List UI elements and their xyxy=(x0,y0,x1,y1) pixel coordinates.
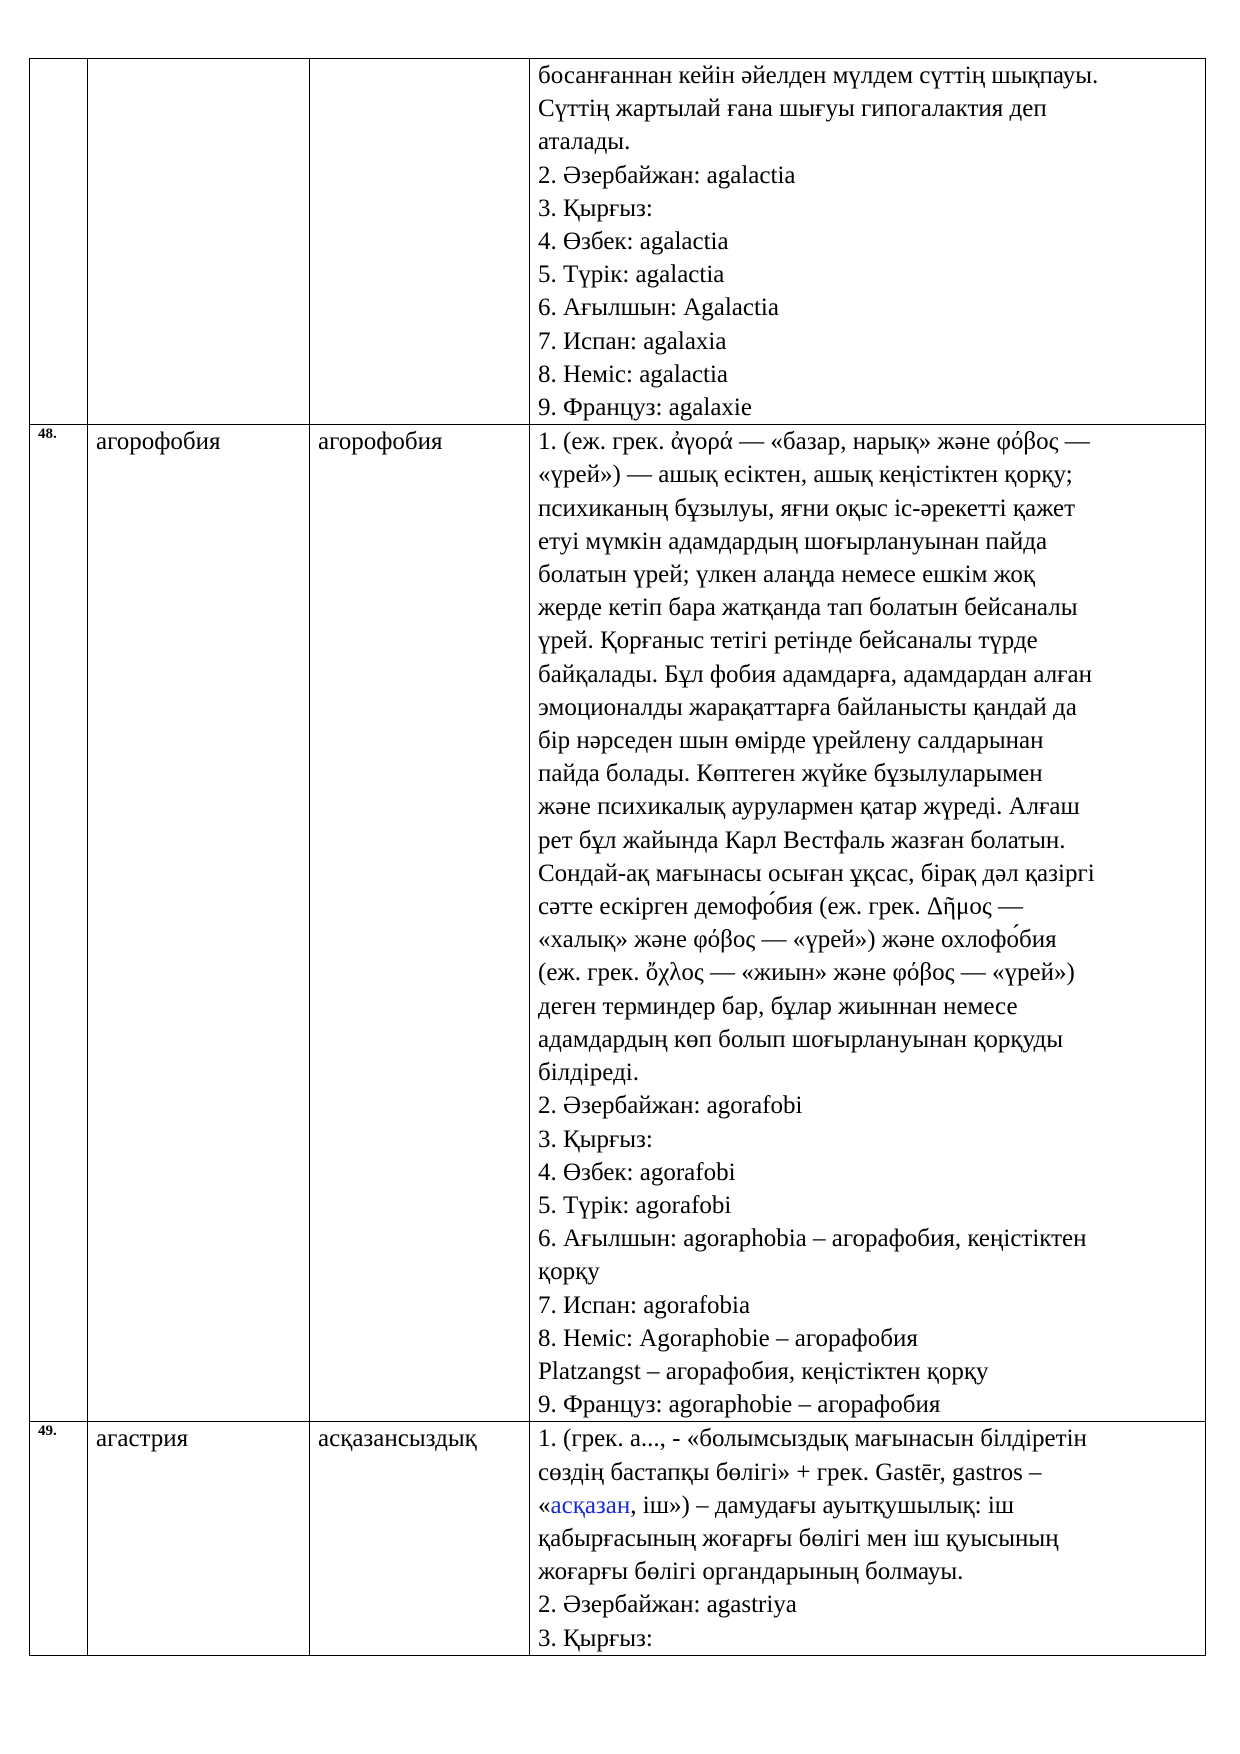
definition-line: 1. (еж. грек. ἀγορά — «базар, нарық» және φόβος — xyxy=(538,428,1090,456)
definition-cell xyxy=(530,59,1206,425)
table-row xyxy=(30,1422,1206,1655)
kazakh-term-cell xyxy=(310,59,530,425)
definition-line: 5. Түрік: agorafobi xyxy=(538,1191,732,1219)
entry-number: 48. xyxy=(38,426,57,443)
definition-line: 5. Түрік: agalactia xyxy=(538,261,725,289)
definition-line: етуі мүмкін адамдардың шоғырлануынан пайда xyxy=(538,527,1048,555)
definition-line: 7. Испан: agalaxia xyxy=(538,327,727,355)
definition-line: адамдардың көп болып шоғырлануынан қорқуды xyxy=(538,1025,1063,1053)
definition-line: болатын үрей; үлкен алаңда немесе ешкім жоқ xyxy=(538,561,1035,589)
definition-line: 9. Француз: agoraphobie – агорафобия xyxy=(538,1391,941,1419)
definition-line: бір нәрседен шын өмірде үрейлену салдарынан xyxy=(538,727,1044,755)
entry-number: 49. xyxy=(38,1423,57,1440)
definition-line: 9. Француз: agalaxie xyxy=(538,394,752,422)
definition-line: 4. Өзбек: agorafobi xyxy=(538,1158,736,1186)
definition-line: жоғарғы бөлігі органдарының болмауы. xyxy=(538,1558,964,1586)
definition-line: (еж. грек. ὄχλος — «жиын» және φόβος — «үрей») xyxy=(538,959,1075,987)
definition-line: қабырғасының жоғарғы бөлігі мен іш қуысының xyxy=(538,1524,1059,1552)
definition-line: «халық» және φόβος — «үрей») және охлофо́бия xyxy=(538,926,1057,954)
definition-line: Сондай-ақ мағынасы осыған ұқсас, бірақ дәл қазіргі xyxy=(538,859,1095,887)
definition-line: 3. Қырғыз: xyxy=(538,194,653,222)
definition-line: сөздің бастапқы бөлігі» + грек. Gastēr, gastros – xyxy=(538,1458,1042,1486)
definition-line: 3. Қырғыз: xyxy=(538,1125,653,1153)
dictionary-table xyxy=(29,58,1206,1656)
definition-line: 6. Ағылшын: agoraphobia – агорафобия, кеңістіктен xyxy=(538,1225,1087,1253)
term-cell xyxy=(88,59,310,425)
definition-line: «үрей») — ашық есіктен, ашық кеңістіктен қорқу; xyxy=(538,461,1073,489)
definition-line: 2. Әзербайжан: agorafobi xyxy=(538,1092,803,1120)
definition-line: 2. Әзербайжан: agastriya xyxy=(538,1591,797,1619)
definition-line: деген терминдер бар, бұлар жиыннан немесе xyxy=(538,992,1018,1020)
entry-number-cell xyxy=(30,59,88,425)
definition-line: Platzangst – агорафобия, кеңістіктен қорқу xyxy=(538,1357,989,1385)
definition-line: үрей. Қорғаныс тетігі ретінде бейсаналы түрде xyxy=(538,627,1038,655)
definition-line: эмоционалды жарақаттарға байланысты қандай да xyxy=(538,693,1077,721)
definition-line: 8. Неміс: Agoraphobie – агорафобия xyxy=(538,1324,918,1352)
entry-number-cell xyxy=(30,1422,88,1655)
definition-line: қорқу xyxy=(538,1258,600,1286)
definition-line: 1. (грек. а..., - «болымсыздық мағынасын білдіретін xyxy=(538,1425,1087,1453)
term-cell: агорофобия xyxy=(88,425,310,1422)
definition-line: білдіреді. xyxy=(538,1059,639,1087)
entry-number-cell xyxy=(30,425,88,1422)
asqazan-link[interactable]: асқазан xyxy=(550,1491,631,1519)
definition-line: пайда болады. Көптеген жүйке бұзылуларымен xyxy=(538,760,1043,788)
definition-cell xyxy=(530,425,1206,1422)
kazakh-term-cell: агорофобия xyxy=(310,425,530,1422)
definition-cell xyxy=(530,1422,1206,1655)
table-row xyxy=(30,59,1206,425)
definition-line: Сүттің жартылай ғана шығуы гипогалактия деп xyxy=(538,95,1047,123)
term-cell: агастрия xyxy=(88,1422,310,1655)
definition-line: сәтте ескірген демофо́бия (еж. грек. Δῆμος — xyxy=(538,893,1024,921)
definition-line: «асқазан, іш») – дамудағы ауытқушылық: іш xyxy=(538,1491,1015,1519)
definition-line: 3. Қырғыз: xyxy=(538,1624,653,1652)
definition-line: 7. Испан: agorafobia xyxy=(538,1291,751,1319)
definition-line: аталады. xyxy=(538,128,631,156)
definition-line: 8. Неміс: agalactia xyxy=(538,360,729,388)
definition-line: 4. Өзбек: agalactia xyxy=(538,228,729,256)
table-row xyxy=(30,425,1206,1422)
definition-line: 6. Ағылшын: Agalactia xyxy=(538,294,779,322)
definition-line: рет бұл жайында Карл Вестфаль жазған болатын. xyxy=(538,826,1066,854)
kazakh-term-cell: асқазансыздық xyxy=(310,1422,530,1655)
definition-line: жерде кетіп бара жатқанда тап болатын бейсаналы xyxy=(538,594,1078,622)
definition-line: 2. Әзербайжан: agalactia xyxy=(538,161,796,189)
definition-line: психиканың бұзылуы, яғни оқыс іс-әрекетті қажет xyxy=(538,494,1076,522)
definition-line: босанғаннан кейін әйелден мүлдем сүттің шықпауы. xyxy=(538,62,1099,89)
definition-line: және психикалық аурулармен қатар жүреді. Алғаш xyxy=(538,793,1080,821)
definition-line: байқалады. Бұл фобия адамдарға, адамдардан алған xyxy=(538,660,1092,688)
